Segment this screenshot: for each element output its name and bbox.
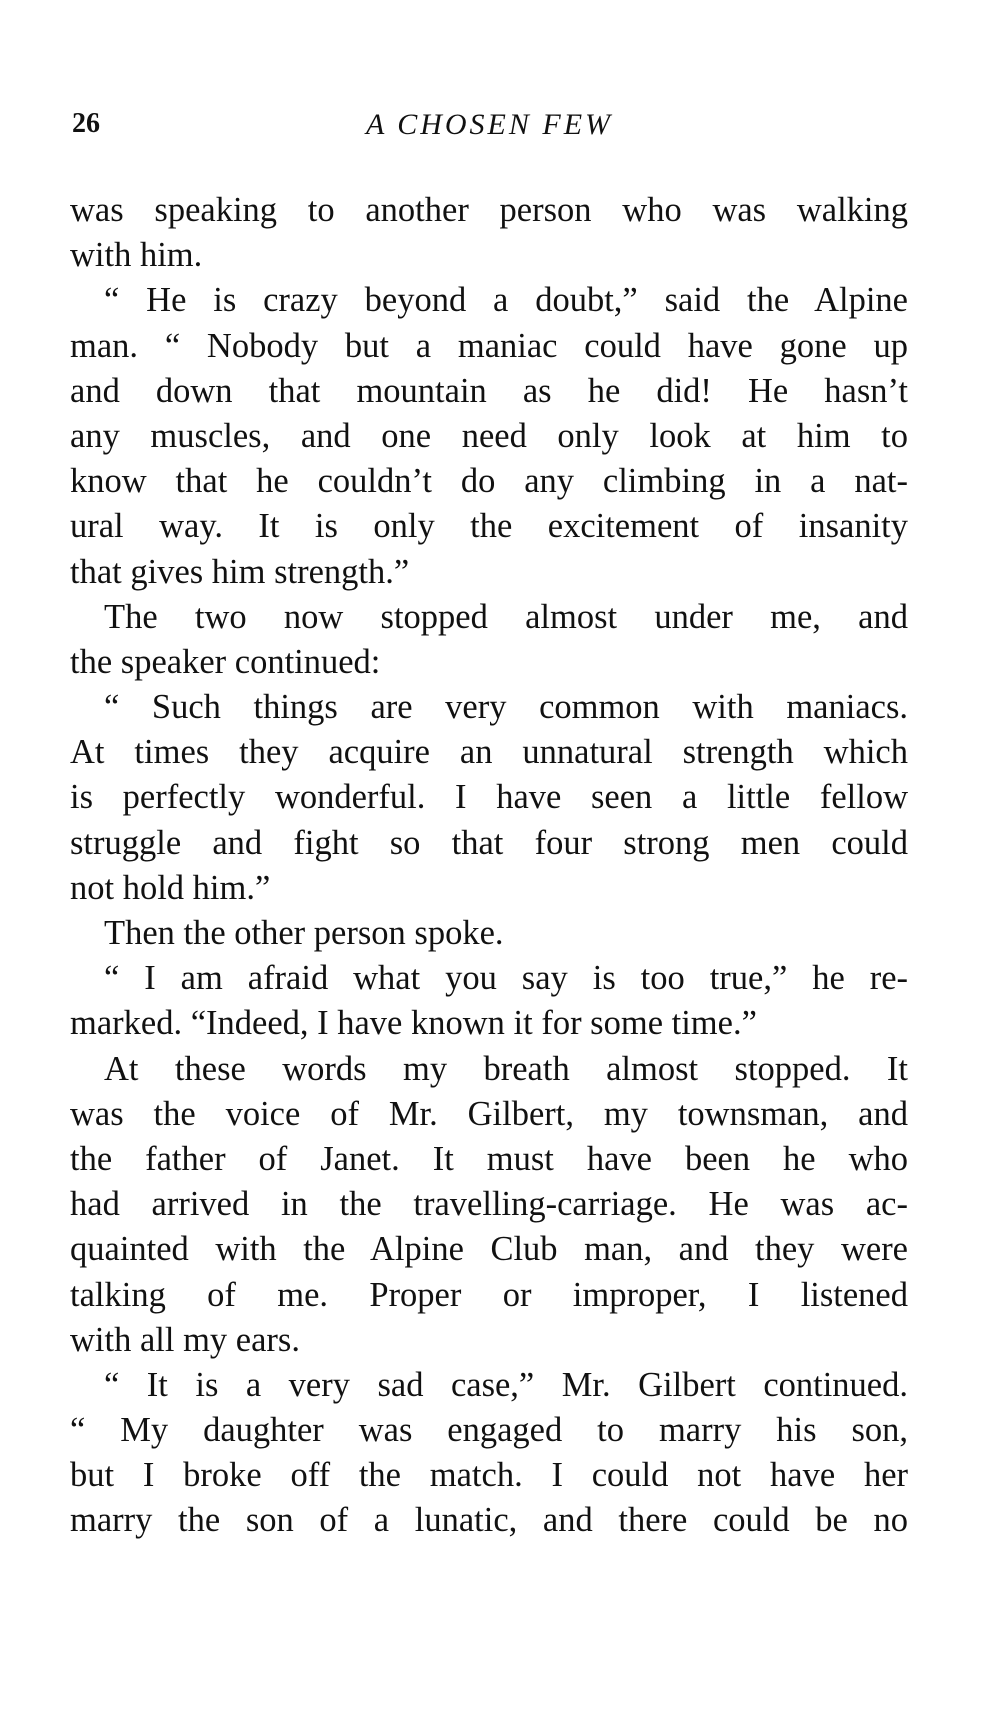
text-line: talking of me. Proper or improper, I listened <box>70 1275 908 1314</box>
text-line: with all my ears. <box>70 1320 300 1359</box>
text-line: quainted with the Alpine Club man, and they were <box>70 1230 908 1269</box>
text-line: Then the other person spoke. <box>104 914 504 952</box>
text-line: The two now stopped almost under me, and <box>104 597 908 636</box>
text-line: “ It is a very sad case,” Mr. Gilbert continued. <box>104 1365 908 1404</box>
text-line: know that he couldn’t do any climbing in a nat- <box>70 462 908 501</box>
text-line: marry the son of a lunatic, and there could be no <box>70 1501 908 1540</box>
text-line: was the voice of Mr. Gilbert, my townsman, and <box>70 1094 908 1133</box>
text-line: ural way. It is only the excitement of insanity <box>70 507 908 546</box>
text-line: and down that mountain as he did! He hasn’t <box>70 371 908 410</box>
text-line: struggle and fight so that four strong men could <box>70 823 908 862</box>
text-line: had arrived in the travelling-carriage. He was ac- <box>70 1185 908 1224</box>
page-number: 26 <box>72 108 100 139</box>
text-line: man. “ Nobody but a maniac could have gone up <box>70 326 908 365</box>
text-line: “ My daughter was engaged to marry his son, <box>70 1411 908 1450</box>
book-title: A CHOSEN FEW <box>365 108 614 141</box>
text-line: any muscles, and one need only look at him to <box>70 416 908 455</box>
text-line: that gives him strength.” <box>70 552 410 591</box>
text-line: the speaker continued: <box>70 642 381 681</box>
text-line: “ Such things are very common with maniacs. <box>104 688 908 727</box>
running-head <box>72 108 907 148</box>
text-line: the father of Janet. It must have been he who <box>70 1139 908 1178</box>
text-line: At these words my breath almost stopped. It <box>104 1049 908 1088</box>
text-line: is perfectly wonderful. I have seen a little fellow <box>70 778 908 817</box>
text-line: was speaking to another person who was walking <box>70 191 908 229</box>
text-line: marked. “Indeed, I have known it for some time.” <box>70 1004 757 1043</box>
text-line: “ He is crazy beyond a doubt,” said the Alpine <box>104 281 908 320</box>
body-text <box>70 188 908 1544</box>
text-line: “ I am afraid what you say is too true,” he re- <box>104 959 908 998</box>
text-line: but I broke off the match. I could not have her <box>70 1456 908 1495</box>
text-line: with him. <box>70 236 203 275</box>
text-line: not hold him.” <box>70 868 271 907</box>
text-line: At times they acquire an unnatural strength which <box>70 733 908 772</box>
